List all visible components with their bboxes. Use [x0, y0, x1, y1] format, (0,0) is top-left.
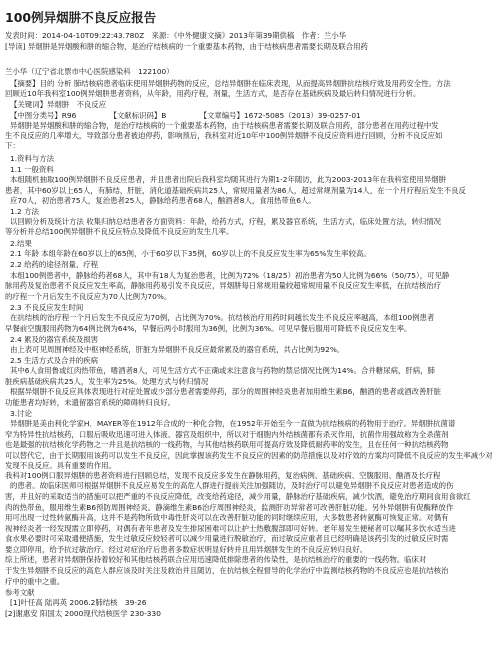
text-line: 2.5 生活方式及合并的疾病	[10, 356, 99, 365]
text-line: [1]叶任高 陆再英 2006.2肺结核 39-26	[10, 598, 147, 607]
text-line: 兰小华（辽宁省北票市中心医院感染科 122100）	[5, 67, 174, 76]
text-line: 于发生异烟肼不良反应的高危人群应该及时关注及救治并且随访，在抗结核全程督导的化学治疗中监测结核药物的不良反应也是抗结核治	[5, 566, 449, 575]
text-line: 早餐前空腹服用药物为64例比例为64%，早餐后两小时服用为36例，比例为36%。可见早餐后服用可降低不良反应发生率。	[5, 324, 412, 333]
text-line: 用可出现一过性转氨酶升高，这并不是药物所致中毒性肝炎可以在改善肝脏功能的同时继续应用，大多数患者转氨酶可恢复正常。对偶有	[5, 513, 449, 522]
text-line: 患者，其中60岁以上65人，有肺结，肝脏，消化道基础疾病共25人，常规用量者为86人，超过常规剂量为14人，在一个月疗程后发生不良反	[5, 186, 466, 195]
text-line: 生不良反应的几率增大，导致部分患者被迫停药，影响预后，我科室对近10年中100例异烟肼不良反应资料进行回顾，分析不良反应如	[5, 131, 443, 140]
text-line: 应70人，初治患者75人，复治患者25人，静脉给药患者68人，酗酒者8人，食用热带鱼6人。	[10, 196, 316, 205]
text-line: 我科对100例口服异烟肼的患者资料进行回顾总结，发现不良反应多发生在静脉用药，复治病例、基础疾病、空腹服用、酗酒及长疗程	[5, 471, 441, 480]
text-line: 在抗结核的治疗程一个月后发生不良反应为70例，占比例为70%。抗结核治疗用药时间越长发生不良反应率越高，本组100例患者	[10, 313, 435, 322]
text-line: 发现不良反应。具有重要的作用。	[5, 461, 116, 470]
text-line: 其中6人食用鲁或红肉热带鱼，嗜酒者8人，可见生活方式不正确或未注意食与药物的禁忌情况比例为14%。合并糖尿病，肝病，肺	[10, 366, 435, 375]
text-line: 等分析并总结100例异烟肼不良反应特点及降低不良反应的发生几率。	[5, 227, 234, 236]
text-line: 1.1 一般资料	[10, 165, 54, 174]
text-line: 害，并且好的采取适当的措施可以把严重的不良反应降低，改变给药途径，减少用量，静脉治疗基础疾病，减少饮酒，避免治疗期间食用食欲红	[5, 492, 471, 501]
text-line: 2.4 累及的器官系统及损害	[10, 335, 99, 344]
text-line: 【摘要】目的 分析 肺结核病患者临床使用异烟肼药物的反应，总结异烟肼在临床表现，从而提高异烟肼抗结核疗效及用药安全性。方法	[10, 79, 451, 88]
text-line: 2.2 给药的途径剂量、疗程	[10, 260, 99, 269]
text-line: 要立即停用，给予抗过敏治疗。经过对症治疗后患者多数症状明显好转并且用异烟肼发生的不良反应转归良好。	[5, 545, 368, 554]
text-line: 疗中的重中之重。	[5, 577, 65, 586]
text-line: 异烟肼是美由利化学家H．MAYER等在1912年合成的一种化合物，在1952年开始至今一直做为抗结核病的药物用于治疗。异烟肼抗菌谱	[10, 419, 456, 428]
text-line: 2.3 不良反应发生时间	[10, 303, 84, 312]
text-line: 综上所述，患者对异烟肼保持着较好和其他结核药联合应用迅速降低排除患者的传染性，是抗结核治疗的重要的一线药物。临床对	[5, 555, 427, 564]
text-line: 回顾近10年我科室100例异烟肼患者资料，从年龄，用药疗程，剂量，生活方式，是否存在基础疾病及最后转归情况进行分析。	[5, 89, 421, 98]
text-line: 食水果必要时可采取通便措施，发生过敏反应较轻者可以减少用量进行脱敏治疗，而过敏反应重者且已经明确是该药引发的过敏反应时需	[5, 534, 449, 543]
text-line: 肉的热带鱼，服用维生素B6预防周围神经炎。静滴维生素B6治疗周围神经炎，监测肝功异常者可改善肝脏功能。另外异烟肼有促酶释放作	[5, 503, 454, 512]
text-line: 也是最强的抗结核化学药物之一并且是抗结核的一线药物，与其他结核药联用可提高疗效及降低耐药率的发生，且在任何一种抗结核药物	[5, 440, 449, 449]
text-line: 【中图分类号】R96 【文献标识码】B 【文章编号】1672-5085（2013）39-0257-01	[10, 111, 361, 120]
text-line: 脏疾病基础疾病共25人，发生率为25%。处理方式与转归情况	[5, 377, 209, 386]
text-line: 下：	[5, 141, 20, 150]
text-line: 功能患者均好转，未遗留器官系统的障碍转归良好。	[5, 398, 175, 407]
text-line: [2]谢惠安 阳国太 2000现代结核医学 230-330	[5, 609, 161, 618]
text-line: 2.结果	[10, 239, 32, 248]
text-line: 本组100例患者中，静脉给药者68人，其中有18人为复治患者，比例为72%（18/25）初治患者为50人比例为66%（50/75），可见静	[10, 271, 450, 280]
text-line: 根据异烟肼不良反应具体表现进行对症处置或少部分患者需要停药，部分的周围神经炎患者加用维生素B6，酗酒的患者或酒改善肝脏	[10, 387, 442, 396]
text-line: 视神经炎者一经发现需立即停药，对偶有者年患者及发生排尿困难可以让护士热敷腹部即可好转。老年易发生便秘者可以嘱其多饮水适当进	[5, 524, 456, 533]
text-line: 的疗程一个月后发生不良反应为70人比例为70%。	[5, 292, 172, 301]
text-line: [导读] 异烟肼是异烟酸和肼的缩合物，是治疗结核病的一个重要基本药物，由于结核病患者需要长期及联合用药	[5, 42, 368, 51]
text-line: 窄为特异性抗结核药，口服后吸收迅速可进入体液、器官及组织中，所以对于细胞内外结核菌都有杀灭作用，抗菌作用强故称为全杀菌剂	[5, 430, 449, 439]
text-line: 本组随机抽取100例异烟肼不良反应患者，并且患者出院后我科室均随其进行为期1-2年随访，此为2003-2013年在我科室使用异烟肼	[10, 175, 446, 184]
text-line: 由上表可见周围神经及中枢神经系统，肝脏为异烟肼不良反应最常累及的器官系统，共占比例为92%。	[10, 345, 345, 354]
text-line: 参考文献	[5, 588, 35, 597]
text-line: 可以替代它，由于长期服用该药可以发生不良反应，因此掌握该药发生不良反应的因素的防范措施以及对疗效的方案均可降低不良反应的发生率减少对	[5, 451, 493, 460]
page-title: 100例异烟肼不良反应报告	[5, 10, 157, 25]
text-line: 发表时间：2014-04-10T09:22:43.780Z 来源：《中外健康文摘》2013年第39期供稿 作者：兰小华	[5, 31, 347, 40]
text-line: 脉用药及复治患者不良反应发生率高，静脉用药易引发不良反应，异烟肼每日常规用量较超常规用量不良反应发生率低，在抗结核治疗	[5, 281, 442, 290]
text-line: 2.1 年龄 本组年龄在60岁以上的65例，小于60岁以下35例，60岁以上的不良反应发生率为65%发生率较高。	[10, 249, 371, 258]
text-line: 【关键词】异烟肼 不良反应	[10, 100, 107, 109]
text-line: 异烟肼是异烟酸和肼的缩合物，是治疗结核病的一个重要基本药物，由于结核病患者需要长期及联合用药，部分患者在用药过程中发	[10, 121, 439, 130]
text-line: 以回顾分析及统计方法 收集归纳总结患者各方面资料：年龄，给药方式，疗程，累及器官系统，生活方式，临床处置方法，转归情况	[10, 217, 442, 226]
text-line: 1.资料与方法	[10, 154, 55, 163]
text-line: 的患者。故临床医师可根据异烟肼不良反应易发生的高危人群进行提前关注加强随访，及时治疗可以避免异烟肼不良反应对患者造成的伤	[10, 481, 454, 490]
text-line: 3.讨论	[10, 409, 32, 418]
text-line: 1.2 方法	[10, 207, 39, 216]
